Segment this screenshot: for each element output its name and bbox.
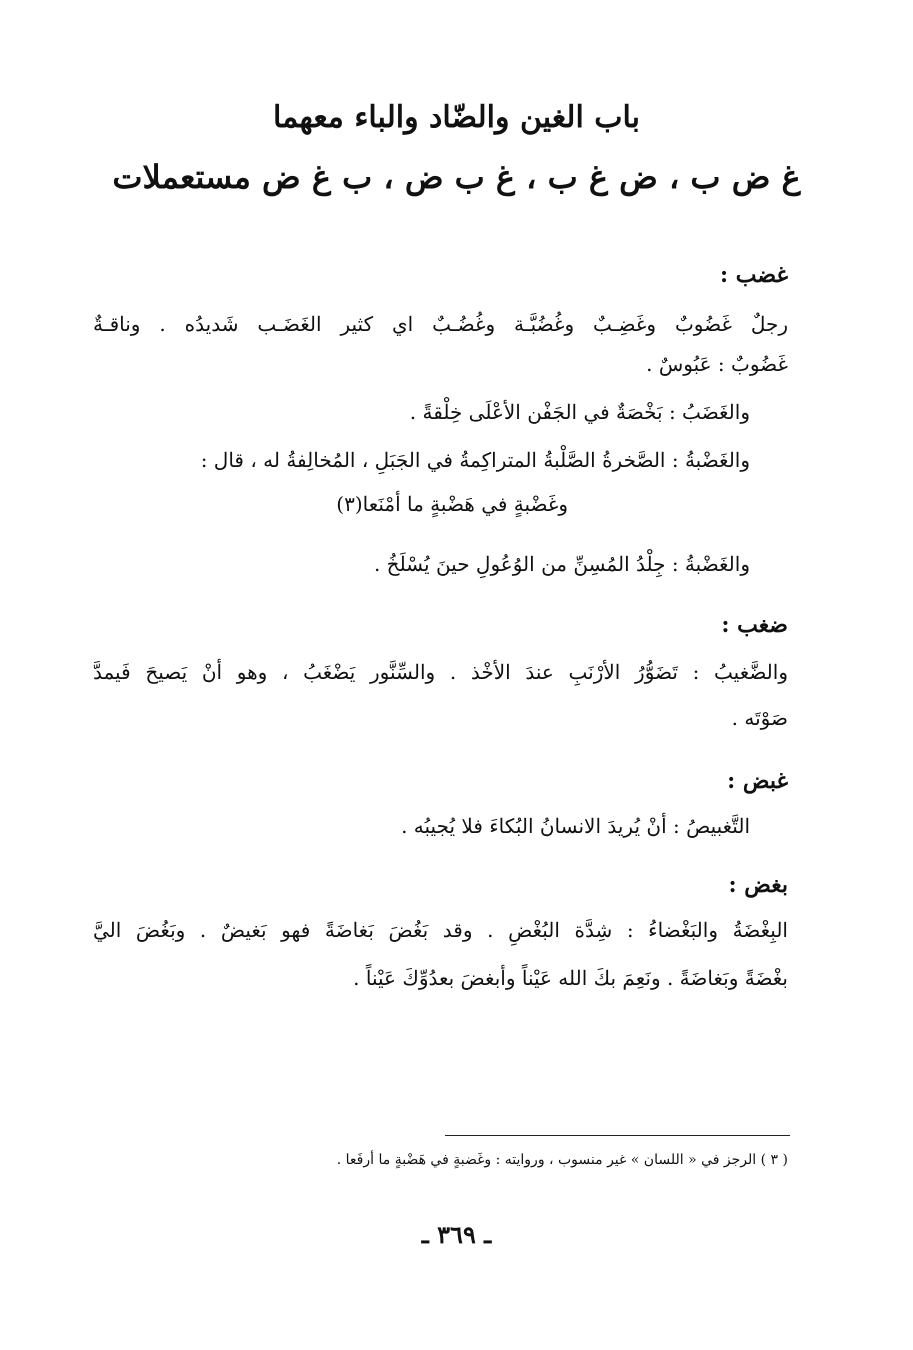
entry-line: غَضُوبٌ : عَبُوسٌ . (646, 352, 788, 376)
entry-line: والغَضْبةُ : جِلْدُ المُسِنِّ من الوُعُولِ حينَ يُسْلَخُ . (373, 552, 750, 576)
verse-line: وغَضْبةٍ في هَضْبةٍ ما أمْنَعا(٣) (336, 492, 568, 516)
page-number: ـ ٣٦٩ ـ (421, 1220, 492, 1249)
footnote: ( ٣ ) الرجز في « اللسان » غير منسوب ، وروايته : وغَضبةٍ في هَضْبةٍ ما أرفَعا . (336, 1152, 788, 1168)
entry-line: والغَضَبُ : بَخْصَةٌ في الجَفْن الأعْلَى خِلْقةً . (409, 400, 750, 424)
entry-head-ghadab: غضب : (720, 262, 788, 288)
entry-line: والغَضْبةُ : الصَّخرةُ الصَّلْبةُ المتراكِمةُ في الجَبَلِ ، المُخالِفةُ له ، قال : (200, 448, 750, 472)
entry-line: البِغْضَةُ والبَغْضاءُ : شِدَّة البُغْضِ . وقد بَغُضَ بَغاضَةً فهو بَغيضٌ . وبَغُضَ اليَّ (93, 918, 788, 942)
footnote-divider (445, 1135, 790, 1136)
chapter-subtitle: غ ض ب ، ض غ ب ، غ ب ض ، ب غ ض مستعملات (112, 158, 801, 196)
entry-head-daghab: ضغب : (721, 612, 788, 638)
entry-line: رجلٌ غَضُوبٌ وغَضِـبٌ وغُضُبَّـة وغُضُـبٌ اي كثير الغَضَـب شَديدُه . وناقـةٌ (93, 312, 788, 336)
entry-line: والضَّغيبُ : تَضَوُّرُ الأرْنَبِ عندَ الأخْذ . والسِّنَّور يَضْغَبُ ، وهو أنْ يَصيحَ فَيمدَّ (93, 660, 788, 684)
entry-line: بغْضَةً وبَغاضَةً . ونَعِمَ بكَ الله عَيْناً وأبغضَ بعدُوِّكَ عَيْناً . (353, 966, 788, 990)
entry-line: صَوْتَه . (731, 706, 788, 730)
entry-line: التَّغبيصُ : أنْ يُريدَ الانسانُ البُكاءَ فلا يُجيبُه . (401, 814, 750, 838)
entry-head-ghabad: غبض : (727, 768, 788, 794)
entry-head-bughd: بغض : (728, 872, 788, 898)
chapter-title: باب الغين والضّاد والباء معهما (273, 100, 640, 135)
